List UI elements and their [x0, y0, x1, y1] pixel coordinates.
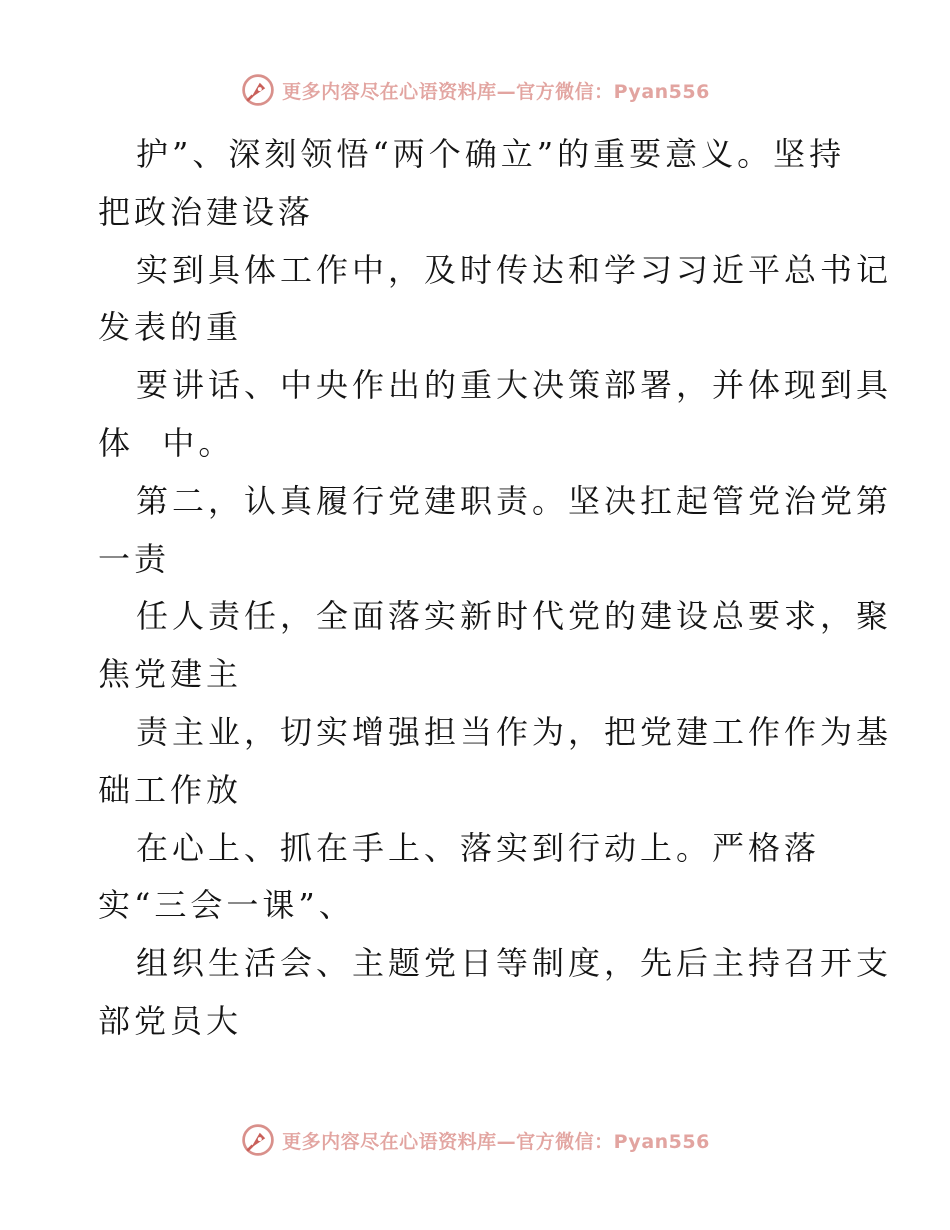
footer-watermark	[0, 1122, 950, 1158]
header-watermark	[0, 72, 950, 108]
text-line: 把政治建设落	[98, 192, 315, 231]
text-line: 一责	[98, 539, 171, 578]
text-line: 体 中。	[98, 423, 235, 462]
text-line: 在心上、抓在手上、落实到行动上。严格落	[136, 828, 821, 867]
watermark-text: 更多内容尽在心语资料库—官方微信：Pyan556	[282, 1130, 710, 1153]
text-line: 护”、深刻领悟“两个确立”的重要意义。坚持	[136, 135, 846, 173]
text-line: 础工作放	[98, 770, 243, 809]
text-line: 发表的重	[98, 308, 243, 347]
text-line: 部党员大	[98, 1001, 243, 1040]
pen-nib-icon	[240, 1122, 276, 1158]
text-line: 组织生活会、主题党日等制度，先后主持召开支	[136, 944, 893, 983]
text-line: 第二，认真履行党建职责。坚决扛起管党治党第	[136, 481, 893, 520]
text-line: 任人责任，全面落实新时代党的建设总要求，聚	[136, 597, 893, 636]
text-line: 要讲话、中央作出的重大决策部署，并体现到具	[136, 366, 893, 405]
text-line: 实“三会一课”、	[98, 886, 355, 925]
text-line: 责主业，切实增强担当作为，把党建工作作为基	[136, 712, 893, 751]
text-line: 实到具体工作中，及时传达和学习习近平总书记	[136, 250, 893, 289]
text-line: 焦党建主	[98, 655, 243, 694]
document-body	[98, 126, 893, 1051]
pen-nib-icon	[240, 72, 276, 108]
watermark-text: 更多内容尽在心语资料库—官方微信：Pyan556	[282, 80, 710, 103]
